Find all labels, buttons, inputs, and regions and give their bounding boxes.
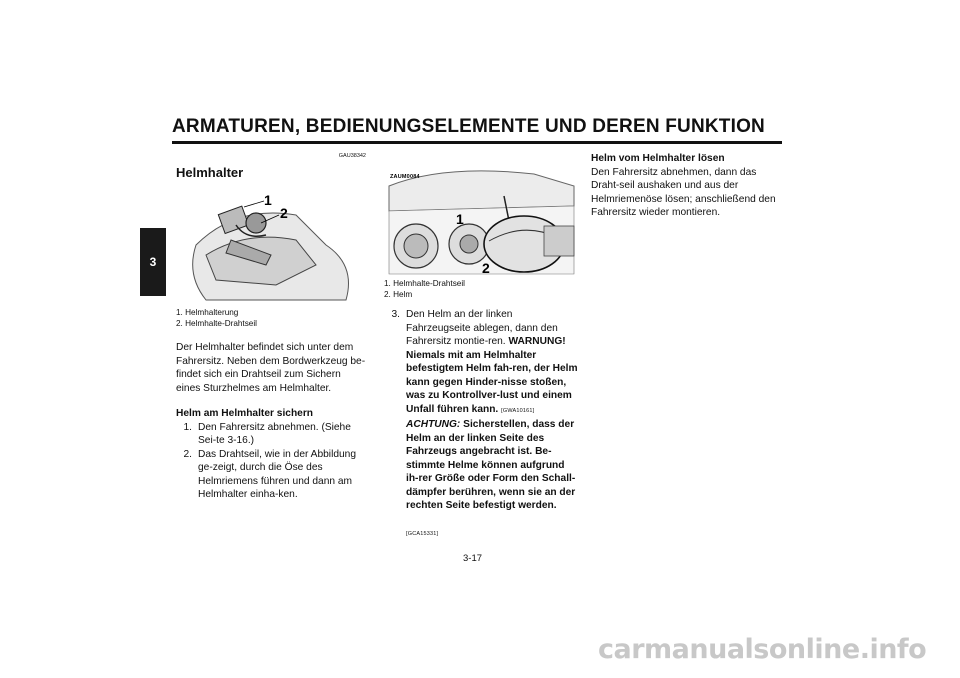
helmet-holder-figure (176, 185, 366, 305)
caption-item: 2. Helmhalte-Drahtseil (176, 319, 257, 328)
header-rule (172, 141, 782, 144)
figure-label-1: 1 (264, 192, 272, 208)
chapter-tab: 3 (140, 228, 166, 296)
figure-code: ZAUM0084 (390, 174, 420, 180)
intro-paragraph: Der Helmhalter befindet sich unter dem Fahrersitz. Neben dem Bordwerkzeug be-findet sich ein Drahtseil zum Sichern eines Sturzhelmes am Helmhalter. (176, 342, 366, 394)
page-header-title: ARMATUREN, BEDIENUNGSELEMENTE UND DEREN FUNKTION (172, 116, 765, 137)
caption-item: 1. Helmhalte-Drahtseil (384, 279, 465, 288)
section-code: GAU38342 (338, 153, 366, 159)
middle-column (384, 166, 578, 542)
watermark: carmanualsonline.info (598, 634, 927, 665)
page-number: 3-17 (463, 553, 483, 564)
warning-code: [GWA10161] (501, 407, 535, 414)
helmet-illustration (384, 166, 578, 276)
left-column (176, 150, 366, 502)
caution-text: Sicherstellen, dass der Helm an der linken Seite des Fahrzeugs angebracht ist. Be-stimmte Helme können aufgrund ih-rer Größe oder Form den Schall-dämpfer berühren, wenn sie an der rechten Seite befestigt werden. (406, 419, 576, 511)
figure-label-1: 1 (456, 211, 464, 227)
warning-text: WARNUNG! Niemals mit am Helmhalter befestigtem Helm fah-ren, der Helm kann gegen Hinder-nisse stoßen, was zu Kontrollver-lust und einem Unfall führen kann. (406, 336, 578, 415)
release-paragraph: Den Fahrersitz abnehmen, dann das Draht-seil aushaken und aus der Helmriemenöse lösen; anschließend den Fahrersitz wieder montieren. (591, 166, 776, 218)
helmet-holder-illustration (176, 185, 366, 305)
step-number: 2. (183, 448, 192, 460)
figure-caption (176, 307, 366, 329)
figure-label-2: 2 (280, 205, 288, 221)
subheading-secure: Helm am Helmhalter sichern (176, 408, 314, 419)
subheading-release: Helm vom Helmhalter lösen (591, 153, 725, 164)
step-item (384, 308, 578, 542)
step-text: Den Fahrersitz abnehmen. (Siehe Sei-te 3-16.) (198, 421, 351, 446)
step-instruction: Den Helm an der linken Fahrzeugseite ablegen, dann den Fahrersitz montie-ren. (406, 309, 558, 347)
caution-label: ACHTUNG: (406, 419, 461, 430)
right-column (591, 152, 783, 220)
figure-label-2: 2 (482, 260, 490, 276)
step-number: 1. (183, 421, 192, 433)
step-number: 3. (391, 309, 400, 320)
caption-item: 2. Helm (384, 290, 413, 299)
caption-item: 1. Helmhalterung (176, 308, 239, 317)
step-item (176, 421, 366, 448)
step-item (176, 448, 366, 502)
section-title: Helmhalter (176, 164, 244, 180)
step-text: Das Drahtseil, wie in der Abbildung ge-zeigt, durch die Öse des Helmriemens führen und dann am Helmhalter einha-ken. (198, 448, 356, 500)
caution-code: [GCA15331] (406, 531, 439, 537)
helmet-figure (384, 166, 578, 276)
step-text (406, 308, 578, 542)
figure-caption (384, 278, 578, 300)
